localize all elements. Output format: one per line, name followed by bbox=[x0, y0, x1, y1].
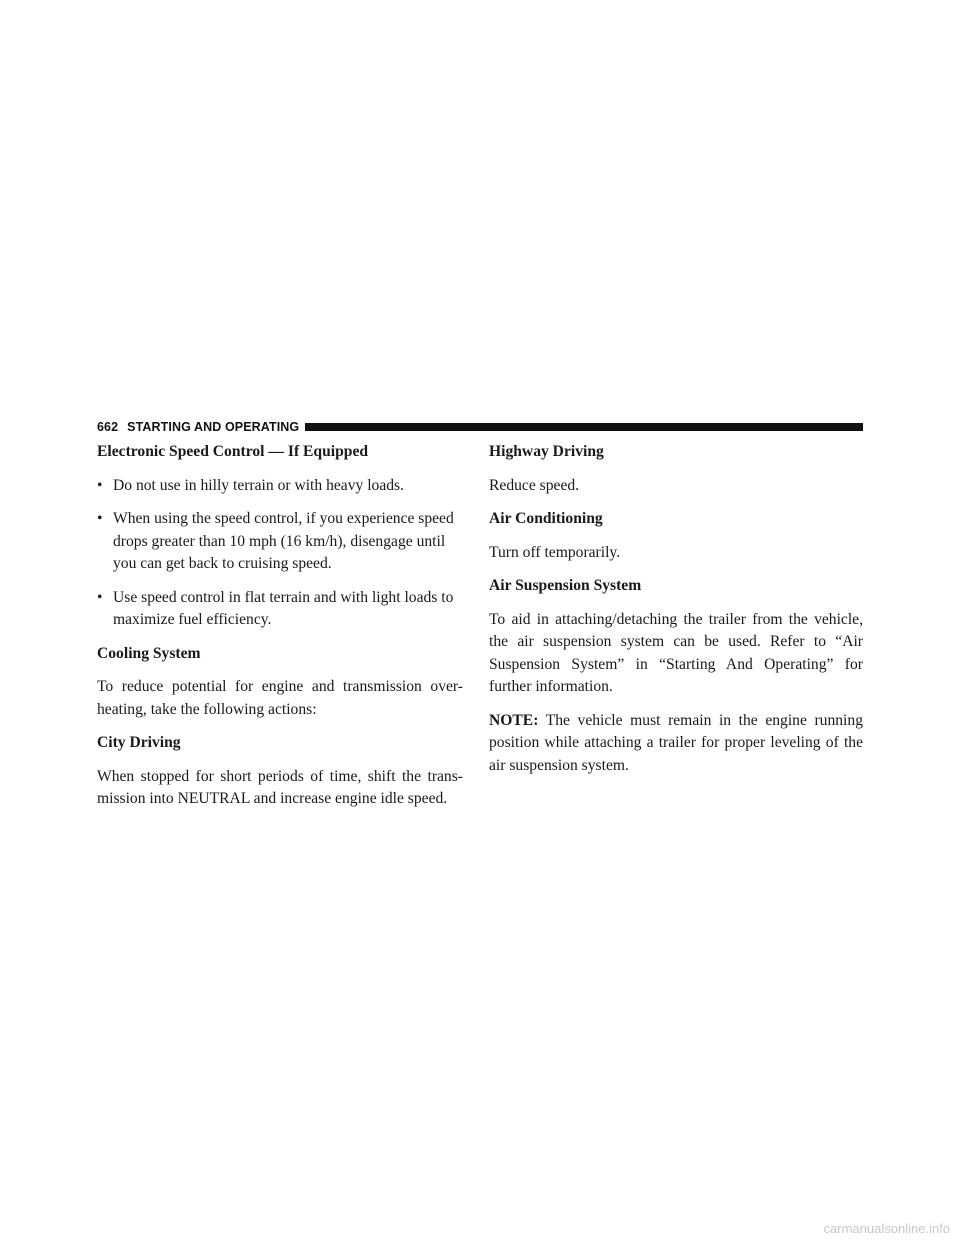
list-item bbox=[97, 587, 463, 632]
cooling-system-body: To reduce potential for engine and transmission over-heating, take the following actions: bbox=[97, 678, 463, 718]
header-rule bbox=[305, 423, 863, 431]
cooling-system-heading: Cooling System bbox=[97, 644, 201, 662]
list-item bbox=[97, 508, 463, 576]
highway-driving-body: Reduce speed. bbox=[489, 476, 580, 494]
section-title: STARTING AND OPERATING bbox=[127, 420, 300, 434]
air-conditioning-heading: Air Conditioning bbox=[489, 510, 603, 527]
watermark: carmanualsonline.info bbox=[823, 1221, 950, 1236]
bullet-icon: • bbox=[97, 588, 103, 606]
highway-driving-heading: Highway Driving bbox=[489, 443, 604, 460]
bullet-icon: • bbox=[97, 476, 103, 494]
air-suspension-body: To aid in attaching/detaching the trailer from the vehicle, the air suspension system can be used. Refer to “Air Suspension System” in “Starting And Operating” for further information. bbox=[489, 610, 863, 695]
speed-control-heading: Electronic Speed Control — If Equipped bbox=[97, 443, 369, 460]
list-item-text: When using the speed control, if you experience speed drops greater than 10 mph (16 km/h), disengage until you can get back to cruising speed. bbox=[113, 510, 454, 572]
air-suspension-heading: Air Suspension System bbox=[489, 577, 642, 594]
list-item-text: Do not use in hilly terrain or with heavy loads. bbox=[113, 476, 405, 494]
speed-control-list bbox=[97, 475, 463, 632]
left-column bbox=[97, 441, 463, 822]
note-paragraph bbox=[489, 710, 863, 778]
list-item bbox=[97, 475, 463, 498]
page-header bbox=[97, 419, 863, 435]
right-column bbox=[489, 441, 863, 788]
note-text: The vehicle must remain in the engine running position while attaching a trailer for proper leveling of the air suspension system. bbox=[489, 711, 863, 774]
page-number: 662 bbox=[97, 420, 119, 434]
note-label: NOTE: bbox=[489, 711, 539, 729]
list-item-text: Use speed control in flat terrain and with light loads to maximize fuel efficiency. bbox=[113, 588, 454, 628]
bullet-icon: • bbox=[97, 510, 103, 527]
city-driving-heading: City Driving bbox=[97, 734, 181, 751]
city-driving-body: When stopped for short periods of time, shift the trans-mission into NEUTRAL and increase engine idle speed. bbox=[97, 767, 463, 807]
air-conditioning-body: Turn off temporarily. bbox=[489, 543, 621, 561]
